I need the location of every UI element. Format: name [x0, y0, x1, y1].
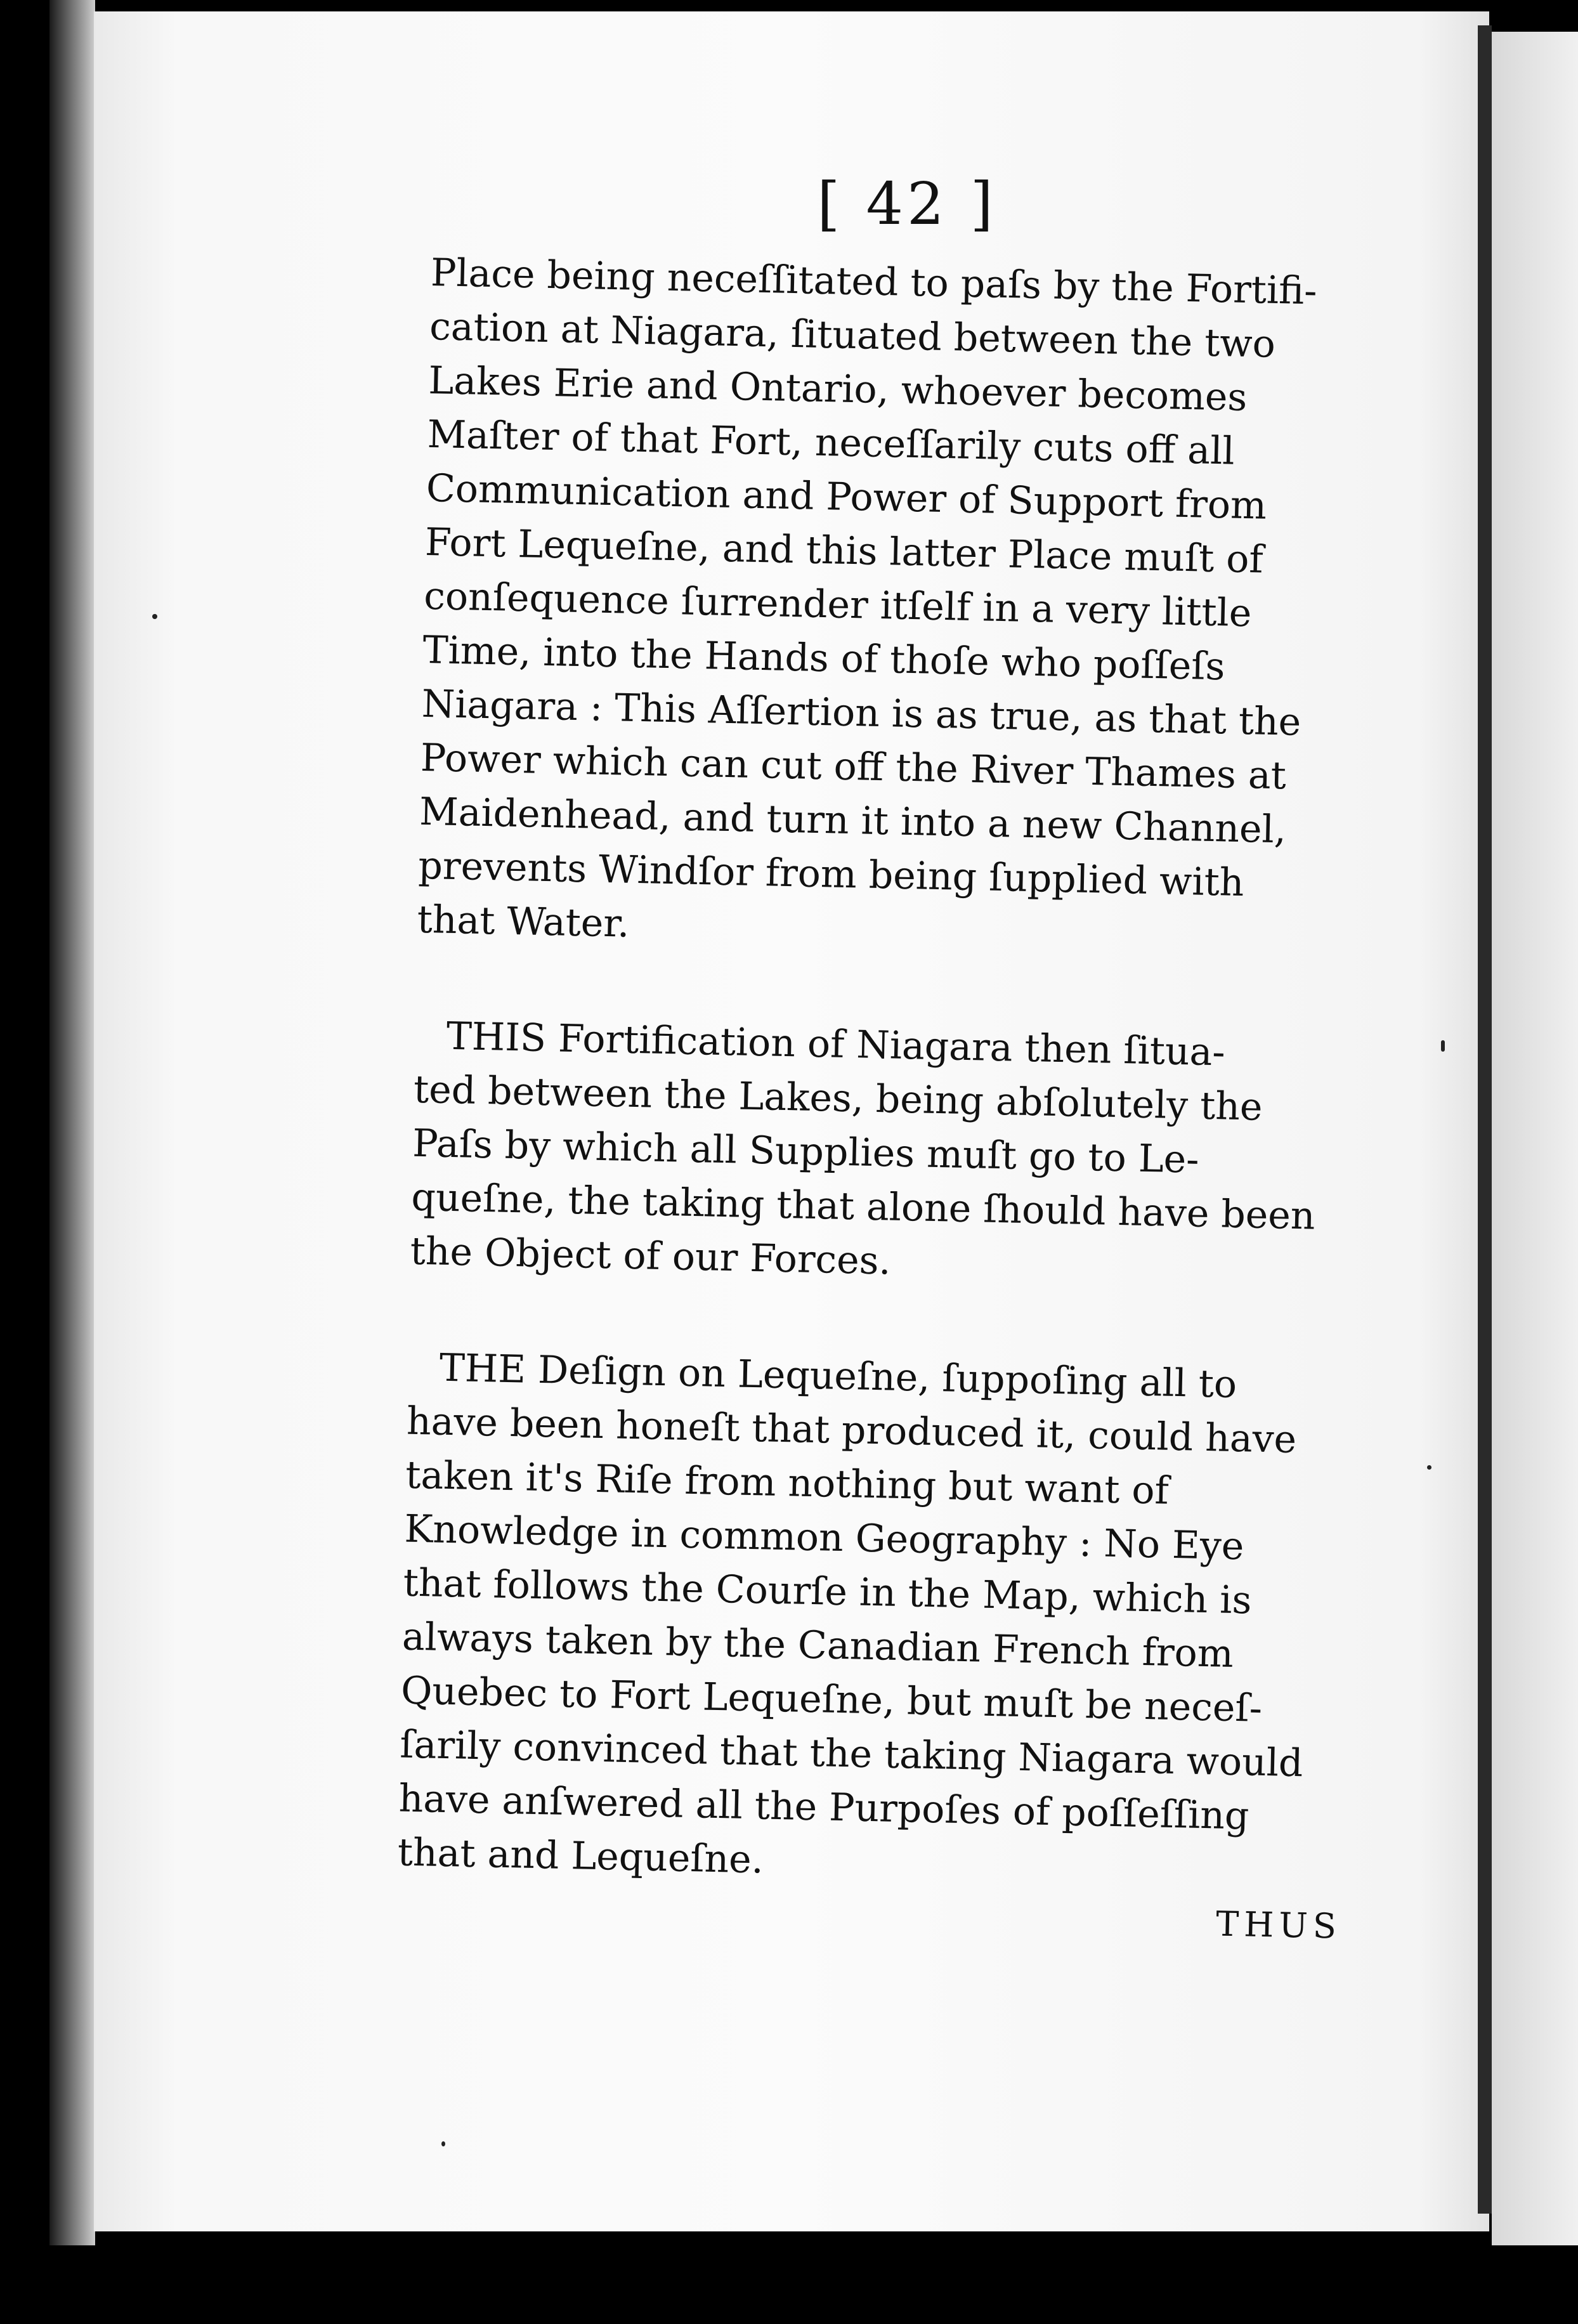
text-line: always taken by the Canadian French from — [401, 1614, 1234, 1676]
text-line: the Object of our Forces. — [410, 1229, 892, 1284]
text-line: Maidenhead, and turn it into a new Channel, — [419, 789, 1287, 852]
text-line: THE Deſign on Lequeſne, ſuppoſing all to — [439, 1345, 1237, 1407]
paragraph-3 — [397, 1341, 1353, 1900]
page-number: [ 42 ] — [817, 170, 997, 238]
text-line: ſarily convinced that the taking Niagara would — [399, 1722, 1304, 1786]
page-gutter-shadow — [1478, 25, 1492, 2214]
text-line: Knowledge in common Geography : No Eye — [403, 1506, 1245, 1569]
ink-speck — [1427, 1465, 1431, 1470]
text-line: that follows the Courſe in the Map, which is — [403, 1560, 1253, 1623]
paragraph-2 — [410, 1009, 1360, 1298]
ink-speck — [441, 2141, 445, 2146]
text-line: that Water. — [417, 897, 630, 946]
text-line: ted between the Lakes, being abſolutely the — [413, 1067, 1263, 1130]
text-line: Fort Lequeſne, and this latter Place muſt of — [424, 519, 1264, 582]
text-line: Lakes Erie and Ontario, whoever becomes — [427, 358, 1248, 420]
text-line: Niagara : This Aſſertion is as true, as that the — [421, 681, 1301, 745]
text-line: Maſter of that Fort, neceſſarily cuts off all — [427, 412, 1236, 474]
text-line: conſequence ſurrender itſelf in a very little — [423, 573, 1252, 636]
next-page-edge — [1492, 32, 1578, 2245]
text-line: Paſs by which all Supplies muſt go to Le- — [412, 1121, 1200, 1182]
text-line: have anſwered all the Purpoſes of poſſeſſing — [398, 1776, 1250, 1839]
text-line: prevents Windſor from being ſupplied with — [417, 843, 1245, 906]
paragraph-1 — [417, 246, 1376, 967]
text-line: have been honeſt that produced it, could have — [406, 1399, 1297, 1462]
text-line: taken it's Riſe from nothing but want of — [405, 1452, 1170, 1513]
text-line: Quebec to Fort Lequeſne, but muſt be neceſ- — [400, 1668, 1263, 1731]
body-text — [396, 246, 1376, 1954]
text-line: Place being neceſſitated to paſs by the Fortifi- — [430, 250, 1318, 314]
ink-speck — [1441, 1040, 1445, 1052]
catchword-text: THUS — [1215, 1903, 1342, 1947]
text-line: THIS Fortification of Niagara then ſitua- — [446, 1014, 1226, 1075]
text-line: queſne, the taking that alone ſhould have been — [410, 1175, 1316, 1239]
text-line: that and Lequeſne. — [397, 1830, 764, 1883]
text-line: Time, into the Hands of thoſe who poſſeſs — [422, 627, 1226, 689]
ink-speck — [152, 614, 157, 619]
text-line: cation at Niagara, ſituated between the two — [429, 304, 1276, 367]
text-line: Power which can cut off the River Thames at — [420, 735, 1287, 799]
text-line: Communication and Power of Support from — [426, 466, 1267, 528]
book-spine-edge — [49, 0, 95, 2245]
